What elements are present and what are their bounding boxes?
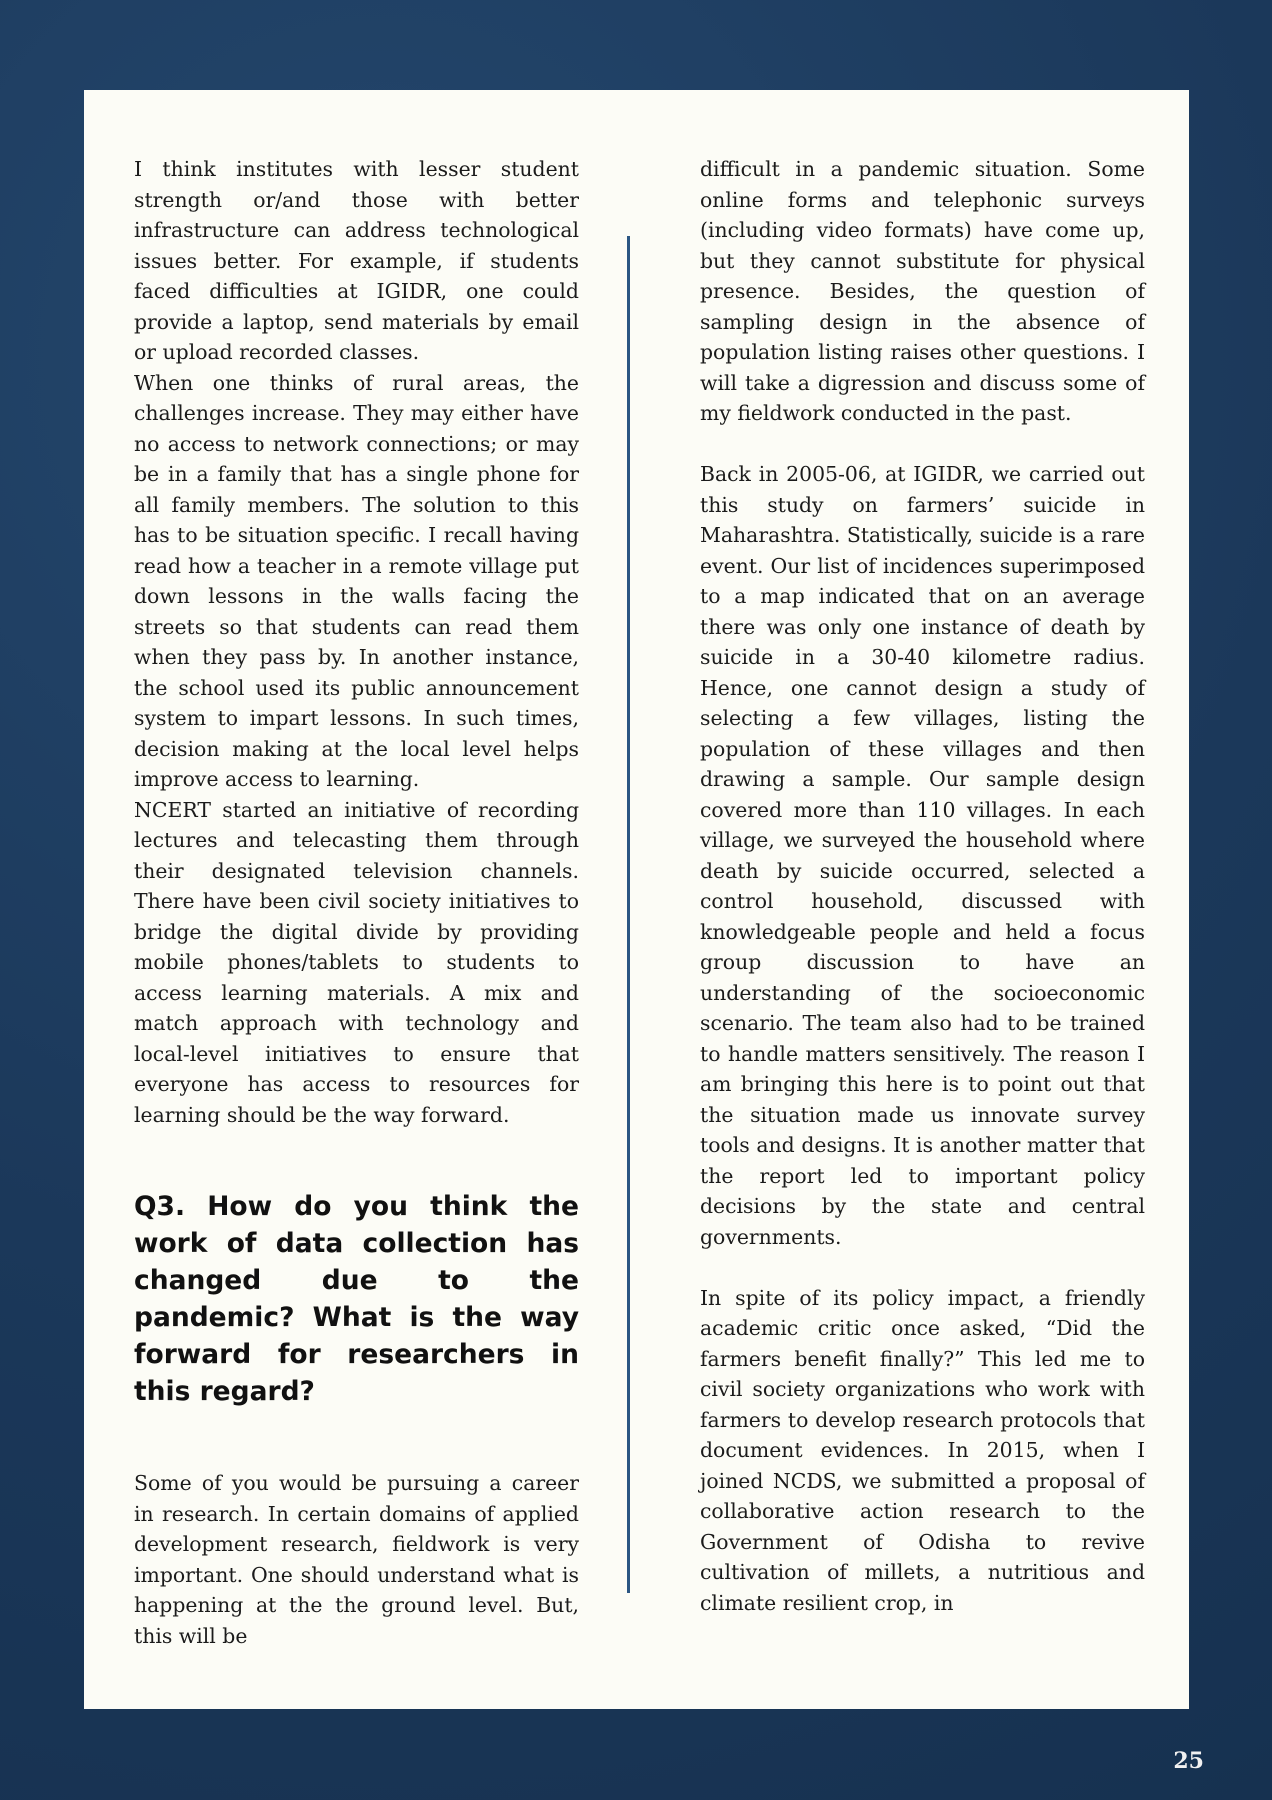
left-column: [134, 154, 579, 1651]
page-number: 25: [1173, 1748, 1204, 1774]
paragraph-rural-areas: When one thinks of rural areas, the challenges increase. They may either have no access to network connections; or may be in a family that has a single phone for all family members. The solution to this has to be situation specific. I recall having read how a teacher in a remote village put down lessons in the walls facing the streets so that students can read them when they pass by. In another instance, the school used its public announcement system to impart lessons. In such times, decision making at the local level helps improve access to learning.: [134, 370, 579, 791]
right-column: [700, 154, 1145, 1618]
paragraph-policy-impact: In spite of its policy impact, a friendly academic critic once asked, “Did the farmers benefit finally?” This led me to civil society organizations who work with farmers to develop research protocols that document evidences. In 2015, when I joined NCDS, we submitted a proposal of collaborative action research to the Government of Odisha to revive cultivation of millets, a nutritious and climate resilient crop, in: [700, 1285, 1145, 1615]
page-card: [84, 90, 1189, 1709]
paragraph-farmers-suicide-study: Back in 2005-06, at IGIDR, we carried out this study on farmers’ suicide in Maharashtra. Statistically, suicide is a rare event. Our list of incidences superimposed to a map indicated that on an average there was only one instance of death by suicide in a 30-40 kilometre radius. Hence, one cannot design a study of selecting a few villages, listing the population of these villages and then drawing a sample. Our sample design covered more than 110 villages. In each village, we surveyed the household where death by suicide occurred, selected a control household, discussed with knowledgeable people and held a focus group discussion to have an understanding of the socioeconomic scenario. The team also had to be trained to handle matters sensitively. The reason I am bringing this here is to point out that the situation made us innovate survey tools and designs. It is another matter that the report led to important policy decisions by the state and central governments.: [700, 462, 1145, 1249]
paragraph-research-career: Some of you would be pursuing a career in research. In certain domains of applied development research, fieldwork is very important. One should understand what is happening at the the ground level. But, this will be: [134, 1471, 579, 1648]
question-heading: Q3. How do you think the work of data collection has changed due to the pandemic? What is the way forward for researchers in this regard?: [134, 1191, 579, 1407]
paragraph-institutes: I think institutes with lesser student strength or/and those with better infrastructure can address technological issues better. For example, if students faced difficulties at IGIDR, one could provide a laptop, send materials by email or upload recorded classes.: [134, 157, 579, 364]
paragraph-pandemic-surveys: difficult in a pandemic situation. Some online forms and telephonic surveys (including video formats) have come up, but they cannot substitute for physical presence. Besides, the question of sampling design in the absence of population listing raises other questions. I will take a digression and discuss some of my fieldwork conducted in the past.: [700, 157, 1145, 425]
paragraph-ncert: NCERT started an initiative of recording lectures and telecasting them through their designated television channels. There have been civil society initiatives to bridge the digital divide by providing mobile phones/tablets to students to access learning materials. A mix and match approach with technology and local-level initiatives to ensure that everyone has access to resources for learning should be the way forward.: [134, 797, 579, 1127]
column-divider: [627, 236, 630, 1593]
